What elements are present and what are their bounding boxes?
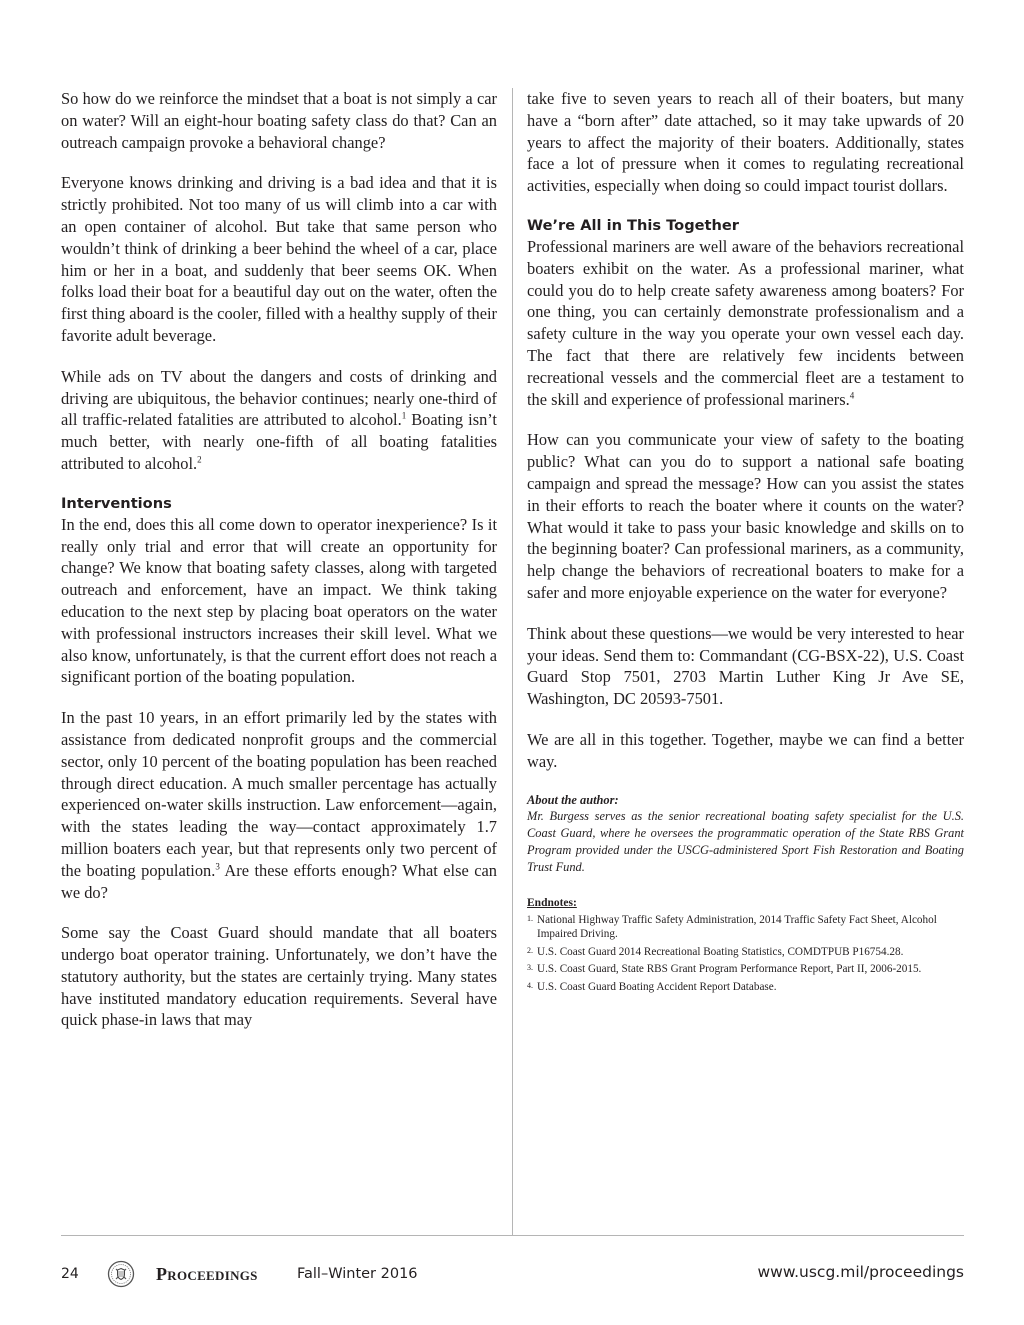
endnote-text: U.S. Coast Guard Boating Accident Report Database. (537, 980, 777, 993)
endnote-text: National Highway Traffic Safety Administration, 2014 Traffic Safety Fact Sheet, Alcohol Impaired Driving. (537, 914, 937, 940)
paragraph: In the end, does this all come down to operator inexperience? Is it really only trial and error that will create an opportunity for change? We know that boating safety classes, along with targeted outreach and enforcement, have an impact. We think taking education to the next step by placing boat operators on the water with professional instructors increases their skill level. What we also know, unfortunately, is that the current effort does not reach a significant portion of the boating population. (61, 514, 497, 687)
paragraph: take five to seven years to reach all of their boaters, but many have a “born after” date attached, so it may take upwards of 20 years to affect the majority of their boaters. Additionally, states face a lot of pressure when it comes to regulating recreational activities, especially when doing so could impact tourist dollars. (527, 89, 964, 196)
publication-title: Proceedings (156, 1264, 258, 1284)
endnotes-list (527, 914, 964, 994)
issue-date: Fall–Winter 2016 (297, 1266, 418, 1282)
footer-rule (61, 1235, 964, 1236)
paragraph-text: Professional mariners are well aware of the behaviors recreational boaters exhibit on the water. As a professional mariner, what could you do to help create safety awareness among boaters? For one thing, you can certainly demonstrate professionalism and a safety culture in the way you operate your own vessel each day. The fact that there are relatively few incidents between recreational vessels and the commercial fleet are a testament to the skill and experience of professional mariners. (527, 236, 964, 409)
endnote-number: 3. (527, 963, 533, 973)
paragraph: Everyone knows drinking and driving is a bad idea and that it is strictly prohibited. Not too many of us will climb into a car with an open container of alcohol. But take that same person who wouldn’t think of drinking a beer behind the wheel of a car, place him or her in a boat, and suddenly that beer seems OK. When folks load their boat for a beautiful day out on the water, often the first thing aboard is the cooler, filled with a healthy supply of their favorite adult beverage. (61, 173, 497, 345)
endnotes-title: Endnotes: (527, 897, 577, 910)
about-author-text: Mr. Burgess serves as the senior recreational boating safety specialist for the U.S. Coast Guard, where he oversees the programmatic operation of the State RBS Grant Program provided under the USCG-administered Sport Fish Restoration and Boating Trust Fund. (527, 808, 964, 875)
page-number: 24 (61, 1266, 79, 1282)
endnote-text: U.S. Coast Guard 2014 Recreational Boating Statistics, COMDTPUB P16754.28. (537, 945, 904, 958)
footnote-ref: 1 (401, 410, 407, 421)
footnote-ref: 2 (197, 454, 202, 465)
endnote-item (527, 914, 964, 941)
section-heading-interventions: Interventions (61, 494, 172, 512)
paragraph: Think about these questions—we would be very interested to hear your ideas. Send them to: Commandant (CG-BSX-22), U.S. Coast Guard Stop 7501, 2703 Martin Luther King Jr Ave SE, Washington, DC 20593-7501. (527, 623, 964, 709)
paragraph-text: Boating isn’t much better, with nearly one-fifth of all boating fatalities attributed to alcohol. (61, 410, 497, 473)
left-column (61, 88, 497, 1050)
footnote-ref: 4 (849, 390, 855, 401)
paragraph-text: In the past 10 years, in an effort primarily led by the states with assistance from dedicated nonprofit groups and the commercial sector, only 10 percent of the boating population has been reached through direct education. A much smaller percentage has actually experienced on-water skills instruction. Law enforcement—again, with the states leading the way—contact approximately 1.7 million boaters each year, but that represents only two percent of the boating population. (61, 708, 497, 880)
endnote-number: 2. (527, 945, 533, 955)
paragraph: We are all in this together. Together, maybe we can find a better way. (527, 729, 964, 771)
about-author-label: About the author: (527, 792, 619, 807)
footnote-ref: 3 (215, 861, 220, 872)
paragraph (61, 366, 497, 475)
column-divider (512, 88, 513, 1235)
endnote-text: U.S. Coast Guard, State RBS Grant Program Performance Report, Part II, 2006-2015. (537, 963, 922, 976)
endnote-number: 4. (527, 980, 533, 990)
paragraph (527, 236, 964, 410)
endnote-item (527, 981, 964, 995)
section-heading-together: We’re All in This Together (527, 216, 740, 234)
paragraph (61, 707, 497, 903)
page-footer (61, 1260, 964, 1288)
endnote-item (527, 946, 964, 960)
right-column (527, 88, 964, 998)
coast-guard-seal-icon (107, 1260, 135, 1288)
paragraph-text: Are these efforts enough? What else can we do? (61, 860, 497, 902)
paragraph: So how do we reinforce the mindset that a boat is not simply a car on water? Will an eight-hour boating safety class do that? Can an outreach campaign provoke a behavioral change? (61, 89, 497, 152)
paragraph-text: While ads on TV about the dangers and costs of drinking and driving are ubiquitous, the behavior continues; nearly one-third of all traffic-related fatalities are attributed to alcohol. (61, 366, 497, 430)
paragraph: How can you communicate your view of safety to the boating public? What can you do to support a national safe boating campaign and spread the message? How can you assist the states in their efforts to reach the boater where it counts on the water? What would it take to pass your basic knowledge and skills on to the beginning boater? Can professional mariners, as a community, help change the behaviors of recreational boaters to make for a safer and more enjoyable experience on the water for everyone? (527, 430, 964, 602)
website-url[interactable]: www.uscg.mil/proceedings (757, 1263, 964, 1281)
endnote-item (527, 963, 964, 977)
paragraph: Some say the Coast Guard should mandate that all boaters undergo boat operator training. Unfortunately, we don’t have the statutory authority, but the states are certainly trying. Many states have instituted mandatory education requirements. Several have quick phase-in laws that may (61, 923, 497, 1030)
endnote-number: 1. (527, 914, 533, 924)
